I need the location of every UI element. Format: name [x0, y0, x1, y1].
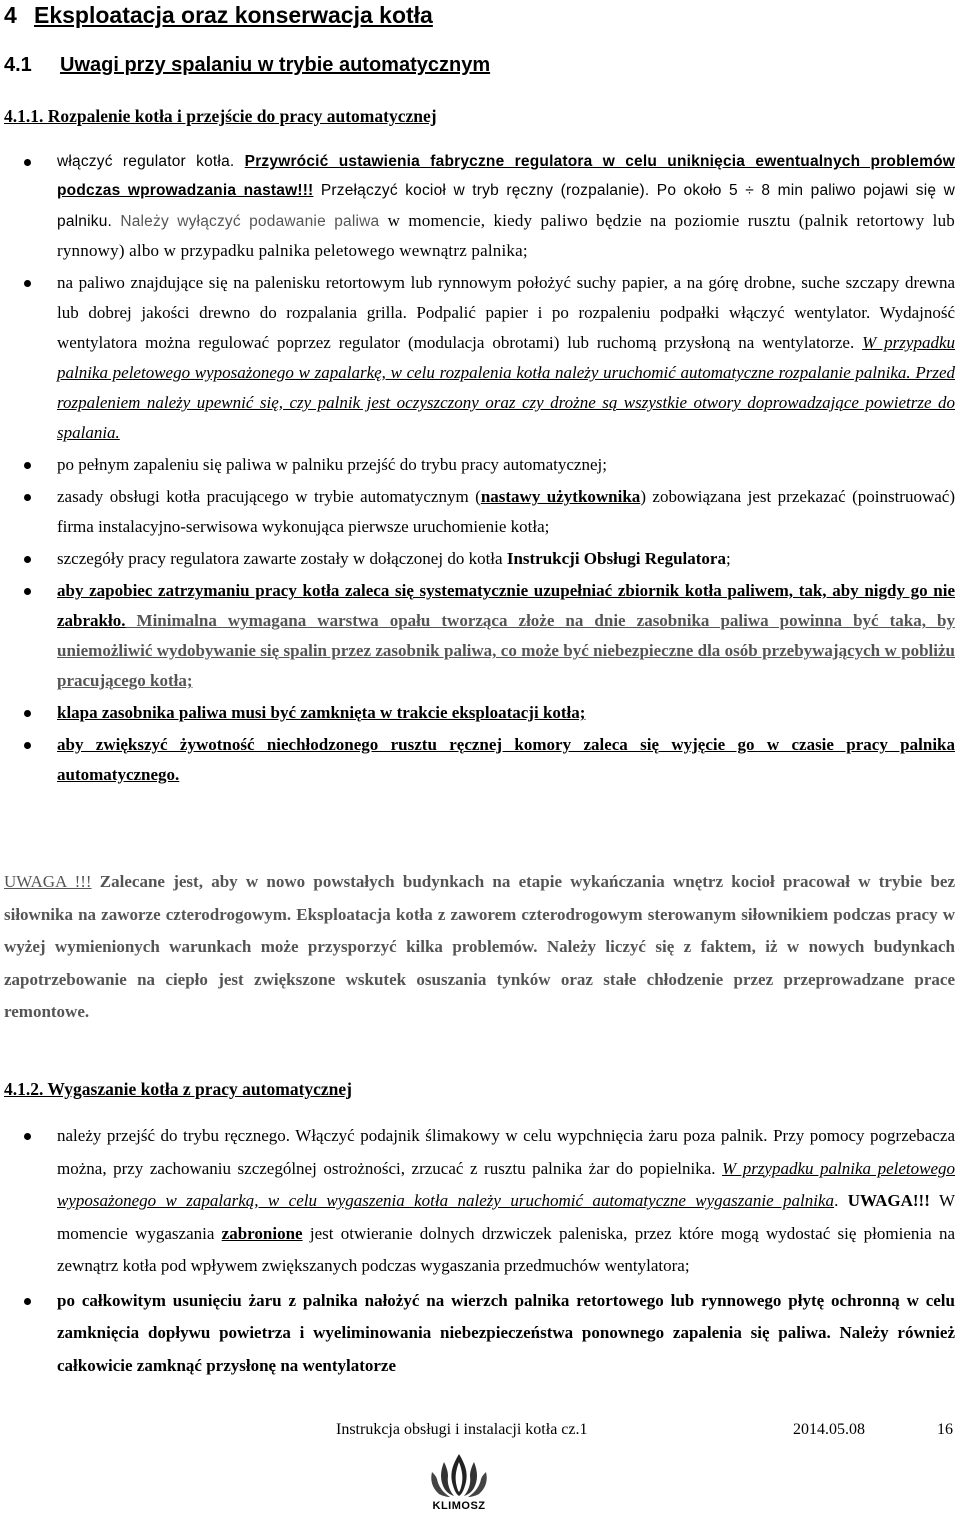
page-number: 16 — [937, 1421, 953, 1438]
heading-text: Eksploatacja oraz konserwacja kotła — [34, 2, 433, 28]
list-item: aby zwiększyć żywotność niechłodzonego rusztu ręcznej komory zaleca się wyjęcie go w czasie pracy palnika automatycznego. — [0, 730, 960, 790]
list-item: po całkowitym usunięciu żaru z palnika nałożyć na wierzch palnika retortowego lub rynnowego płytę ochronną w celu zamknięcia dopływu powietrza i wyeliminowania niebezpieczeństwa ponownego zapalenia się paliwa. Należy również całkowicie zamknąć przysłonę na wentylatorze — [0, 1285, 960, 1383]
bullet-icon — [24, 494, 31, 501]
list-item: aby zapobiec zatrzymaniu pracy kotła zaleca się systematycznie uzupełniać zbiornik kotła paliwem, tak, aby nigdy go nie zabrakło. Minimalna wymagana warstwa opału tworząca złoże na dnie zasobnika paliwa powinna być taka, by uniemożliwić wydobywanie się spalin przez zasobnik paliwa, co może być niebezpieczne dla osób przebywających w pobliżu pracującego kotła; — [0, 576, 960, 696]
logo-text: KLIMOSZ — [432, 1500, 486, 1512]
flame-logo-icon — [418, 1452, 500, 1498]
section-heading-4 — [4, 0, 433, 30]
bullet-list-ignition — [0, 147, 960, 790]
bullet-icon — [24, 280, 31, 287]
list-item: po pełnym zapaleniu się paliwa w palniku przejść do trybu pracy automatycznej; — [0, 450, 960, 480]
bullet-icon — [24, 462, 31, 469]
list-item: klapa zasobnika paliwa musi być zamknięta w trakcie eksploatacji kotła; — [0, 698, 960, 728]
footer-title: Instrukcja obsługi i instalacji kotła cz.1 — [336, 1421, 588, 1438]
bullet-icon — [24, 1298, 31, 1305]
warning-text: Zalecane jest, aby w nowo powstałych budynkach na etapie wykańczania wnętrz kocioł pracował w trybie bez siłownika na zaworze czterodrogowym. Eksploatacja kotła z zaworem czterodrogowym sterowanym siłownikiem podczas pracy w wyżej wymienionych warunkach może przysporzyć kilka problemów. Należy liczyć się z faktem, iż w nowych budynkach zapotrzebowanie na ciepło jest zwiększone wskutek osuszania tynków oraz stałe chłodzenie przez przeprowadzane prace remontowe. — [4, 872, 955, 1021]
warning-paragraph — [4, 866, 955, 1029]
bullet-icon — [24, 159, 31, 166]
bullet-icon — [24, 588, 31, 595]
klimosz-logo — [418, 1452, 500, 1512]
heading-text: Uwagi przy spalaniu w trybie automatycznym — [60, 54, 491, 76]
heading-number: 4.1 — [4, 54, 32, 76]
bullet-icon — [24, 710, 31, 717]
list-item: włączyć regulator kotła. Przywrócić ustawienia fabryczne regulatora w celu uniknięcia ewentualnych problemów podczas wprowadzania nastaw!!! Przełączyć kocioł w tryb ręczny (rozpalanie). Po około 5 ÷ 8 min paliwo pojawi się w palniku. Należy wyłączyć podawanie paliwa w momencie, kiedy paliwo będzie na poziomie rusztu (palnik retortowy lub rynnowy) albo w przypadku palnika peletowego wewnątrz palnika; — [0, 147, 960, 266]
bullet-list-extinguishing — [0, 1120, 960, 1382]
heading-number: 4 — [4, 2, 17, 28]
list-item: zasady obsługi kotła pracującego w trybie automatycznym (nastawy użytkownika) zobowiązana jest przekazać (poinstruować) firma instalacyjno-serwisowa wykonująca pierwsze uruchomienie kotła; — [0, 482, 960, 542]
bullet-icon — [24, 742, 31, 749]
bullet-icon — [24, 556, 31, 563]
list-item: należy przejść do trybu ręcznego. Włączyć podajnik ślimakowy w celu wypchnięcia żaru poza palnik. Przy pomocy pogrzebacza można, przy zachowaniu szczególnej ostrożności, zrzucać z rusztu palnika żar do popielnika. W przypadku palnika peletowego wyposażonego w zapalarką, w celu wygaszenia kotła należy uruchomić automatyczne wygaszanie palnika. UWAGA!!! W momencie wygaszania zabronione jest otwieranie dolnych drzwiczek paleniska, przez które mogą wydostać się płomienia na zewnątrz kotła pod wpływem zwiększanych podczas wygaszania przedmuchów wentylatora; — [0, 1120, 960, 1283]
list-item: na paliwo znajdujące się na palenisku retortowym lub rynnowym położyć suchy papier, a na górę drobne, suche szczapy drewna lub dobrej jakości drewno do rozpalania grilla. Podpalić papier i po rozpaleniu podpałki włączyć wentylator. Wydajność wentylatora można regulować poprzez regulator (modulacja obrotami) lub ruchomą przysłoną na wentylatorze. W przypadku palnika peletowego wyposażonego w zapalarkę, w celu rozpalenia kotła należy uruchomić automatyczne rozpalanie palnika. Przed rozpaleniem należy upewnić się, czy palnik jest oczyszczony oraz czy drożne są wszystkie otwory doprowadzające powietrze do spalania. — [0, 268, 960, 448]
subsection-heading-4-1 — [4, 52, 490, 78]
subsection-heading-4-1-1: 4.1.1. Rozpalenie kotła i przejście do pracy automatycznej — [4, 106, 437, 126]
page-footer — [0, 1418, 960, 1442]
subsection-heading-4-1-2: 4.1.2. Wygaszanie kotła z pracy automatycznej — [4, 1079, 353, 1099]
warning-label: UWAGA !!! — [4, 872, 92, 891]
list-item: szczegóły pracy regulatora zawarte zostały w dołączonej do kotła Instrukcji Obsługi Regulatora; — [0, 544, 960, 574]
footer-date: 2014.05.08 — [793, 1421, 865, 1438]
bullet-icon — [24, 1133, 31, 1140]
